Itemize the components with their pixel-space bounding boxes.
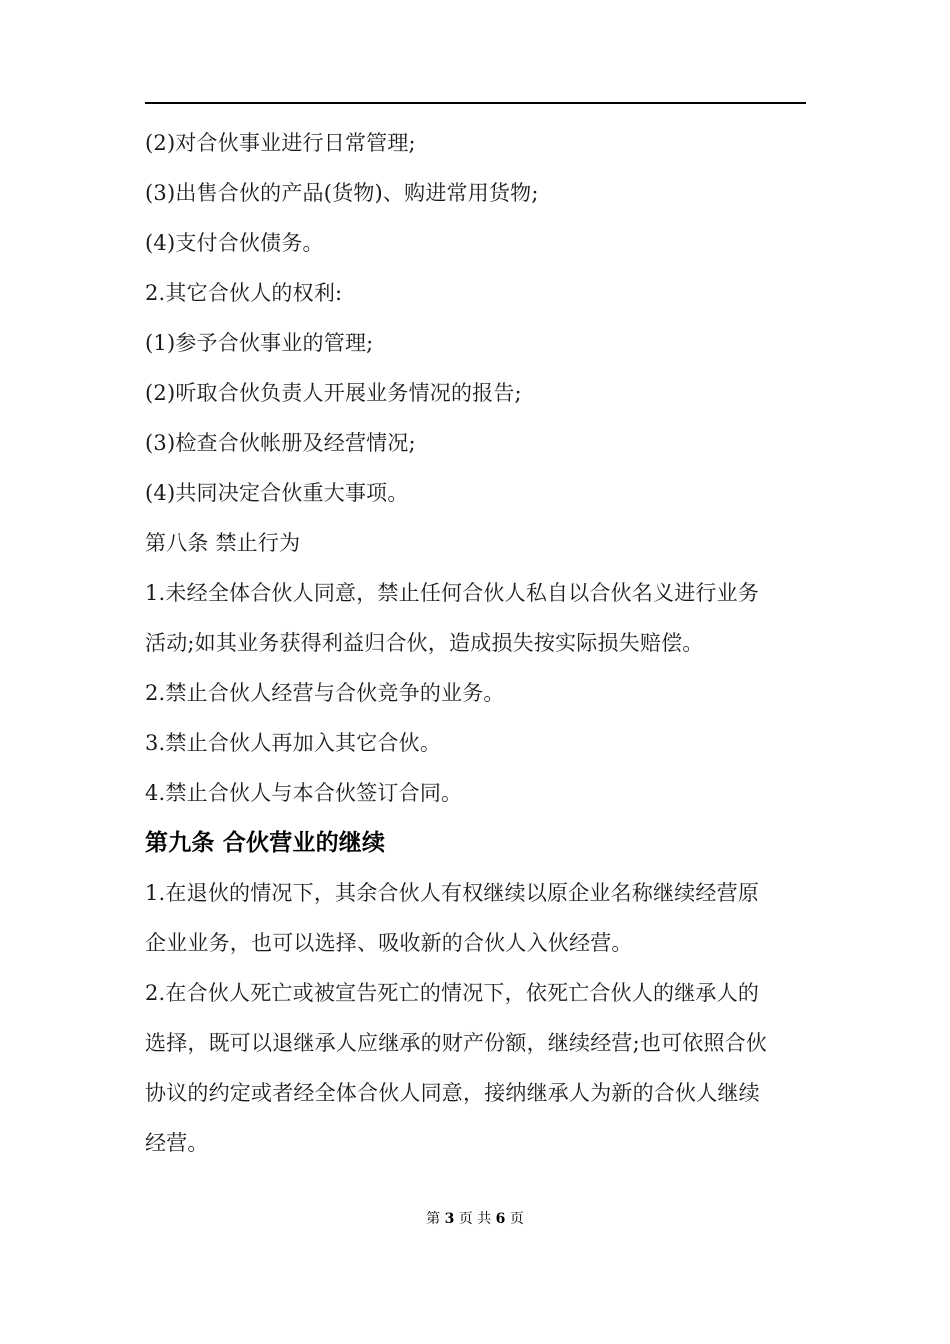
paragraph-line: 3.禁止合伙人再加入其它合伙。 <box>145 731 442 755</box>
article-8-heading: 第八条 禁止行为 <box>145 531 301 555</box>
list-item: (4)共同决定合伙重大事项。 <box>145 481 409 505</box>
paragraph-line: 4.禁止合伙人与本合伙签订合同。 <box>145 781 463 805</box>
list-item: (2)对合伙事业进行日常管理; <box>145 131 416 155</box>
paragraph-line: 选择，既可以退继承人应继承的财产份额，继续经营;也可依照合伙 <box>145 1031 768 1055</box>
paragraph-line: 活动;如其业务获得利益归合伙，造成损失按实际损失赔偿。 <box>145 631 704 655</box>
total-pages-number: 6 <box>495 1211 506 1227</box>
header-divider <box>145 102 806 104</box>
page-footer <box>0 1208 950 1228</box>
list-item: (1)参予合伙事业的管理; <box>145 331 374 355</box>
paragraph-line: 企业业务，也可以选择、吸收新的合伙人入伙经营。 <box>145 931 633 955</box>
paragraph-line: 协议的约定或者经全体合伙人同意，接纳继承人为新的合伙人继续 <box>145 1081 760 1105</box>
list-item: (3)出售合伙的产品(货物)、购进常用货物; <box>145 181 539 205</box>
list-item: 2.其它合伙人的权利: <box>145 281 343 305</box>
paragraph-line: 经营。 <box>145 1131 209 1155</box>
paragraph-line: 2.禁止合伙人经营与合伙竞争的业务。 <box>145 681 505 705</box>
current-page-number: 3 <box>444 1211 455 1227</box>
document-body <box>145 118 810 1168</box>
footer-prefix: 第 <box>426 1211 441 1227</box>
list-item: (2)听取合伙负责人开展业务情况的报告; <box>145 381 522 405</box>
list-item: (3)检查合伙帐册及经营情况; <box>145 431 416 455</box>
list-item: (4)支付合伙债务。 <box>145 231 324 255</box>
footer-middle: 页 共 <box>458 1211 492 1227</box>
paragraph-line: 2.在合伙人死亡或被宣告死亡的情况下，依死亡合伙人的继承人的 <box>145 981 760 1005</box>
paragraph-line: 1.在退伙的情况下，其余合伙人有权继续以原企业名称继续经营原 <box>145 881 760 905</box>
footer-suffix: 页 <box>509 1211 524 1227</box>
paragraph-line: 1.未经全体合伙人同意，禁止任何合伙人私自以合伙名义进行业务 <box>145 581 760 605</box>
article-9-heading: 第九条 合伙营业的继续 <box>145 830 386 856</box>
